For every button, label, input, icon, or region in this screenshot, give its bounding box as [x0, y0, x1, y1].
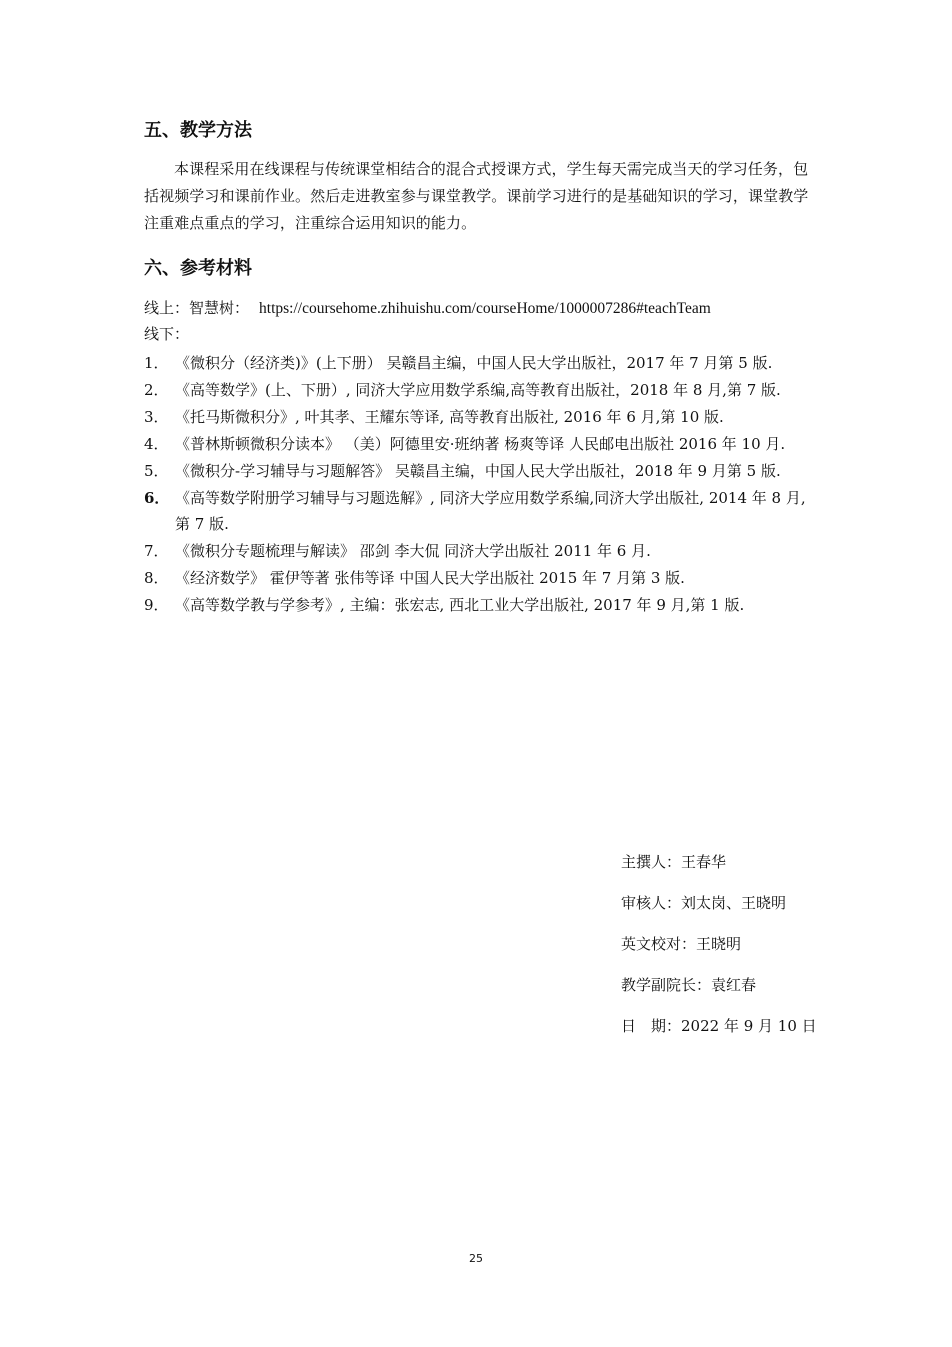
date-line: 日 期：2022 年 9 月 10 日: [621, 1017, 817, 1035]
reference-item: [144, 431, 812, 457]
reference-text: 《高等数学》(上、下册）, 同济大学应用数学系编,高等教育出版社，2018 年 8 月,第 7 版.: [175, 381, 781, 399]
reference-item: [144, 592, 812, 618]
reference-text: 《高等数学教与学参考》, 主编：张宏志, 西北工业大学出版社, 2017 年 9 月,第 1 版.: [175, 596, 745, 614]
reference-number: 8．: [144, 569, 169, 587]
reviewers-line: 审核人：刘太岗、王晓明: [621, 894, 787, 912]
reference-text: 《高等数学附册学习辅导与习题选解》, 同济大学应用数学系编,同济大学出版社, 2014 年 8 月,第 7 版.: [175, 489, 806, 533]
online-course-link[interactable]: https://coursehome.zhihuishu.com/courseHome/1000007286#teachTeam: [259, 300, 711, 317]
reference-number: 9．: [144, 596, 169, 614]
reference-number: 2．: [144, 381, 169, 399]
reference-item: [144, 485, 812, 537]
reference-text: 《微积分（经济类)》(上下册） 吴赣昌主编，中国人民大学出版社，2017 年 7 月第 5 版.: [175, 354, 773, 372]
reference-item: [144, 565, 812, 591]
reference-number: 4．: [144, 435, 169, 453]
online-label: 线上：智慧树：: [144, 299, 250, 317]
offline-label: 线下：: [144, 325, 190, 343]
reference-text: 《微积分专题梳理与解读》 邵剑 李大侃 同济大学出版社 2011 年 6 月.: [175, 542, 651, 560]
section-heading-teaching-methods: 五、教学方法: [144, 120, 252, 141]
reference-number: 6．: [144, 489, 170, 507]
reference-number: 7．: [144, 542, 169, 560]
reference-text: 《微积分-学习辅导与习题解答》 吴赣昌主编，中国人民大学出版社，2018 年 9 月第 5 版.: [175, 462, 781, 480]
reference-item: [144, 458, 812, 484]
reference-item: [144, 538, 812, 564]
reference-item: [144, 377, 812, 403]
reference-number: 5．: [144, 462, 169, 480]
signoff-block: [621, 852, 817, 1057]
reference-number: 1．: [144, 354, 169, 372]
vice-dean-line: 教学副院长：袁红春: [621, 976, 757, 994]
teaching-methods-paragraph: 本课程采用在线课程与传统课堂相结合的混合式授课方式，学生每天需完成当天的学习任务，包括视频学习和课前作业。然后走进教室参与课堂教学。课前学习进行的是基础知识的学习，课堂教学注重难点重点的学习，注重综合运用知识的能力。: [144, 160, 809, 232]
chief-author-line: 主撰人：王春华: [621, 853, 727, 871]
reference-text: 《普林斯顿微积分读本》 （美）阿德里安·班纳著 杨爽等译 人民邮电出版社 2016 年 10 月.: [175, 435, 786, 453]
section-heading-reference-materials: 六、参考材料: [144, 258, 252, 279]
reference-text: 《托马斯微积分》, 叶其孝、王耀东等译, 高等教育出版社, 2016 年 6 月,第 10 版.: [175, 408, 724, 426]
reference-list: [144, 350, 812, 619]
online-resource-line: [144, 298, 711, 319]
page-number: 25: [469, 1252, 483, 1265]
reference-item: [144, 350, 812, 376]
english-proofreader-line: 英文校对：王晓明: [621, 935, 742, 953]
reference-number: 3．: [144, 408, 169, 426]
reference-text: 《经济数学》 霍伊等著 张伟等译 中国人民大学出版社 2015 年 7 月第 3 版.: [175, 569, 685, 587]
reference-item: [144, 404, 812, 430]
